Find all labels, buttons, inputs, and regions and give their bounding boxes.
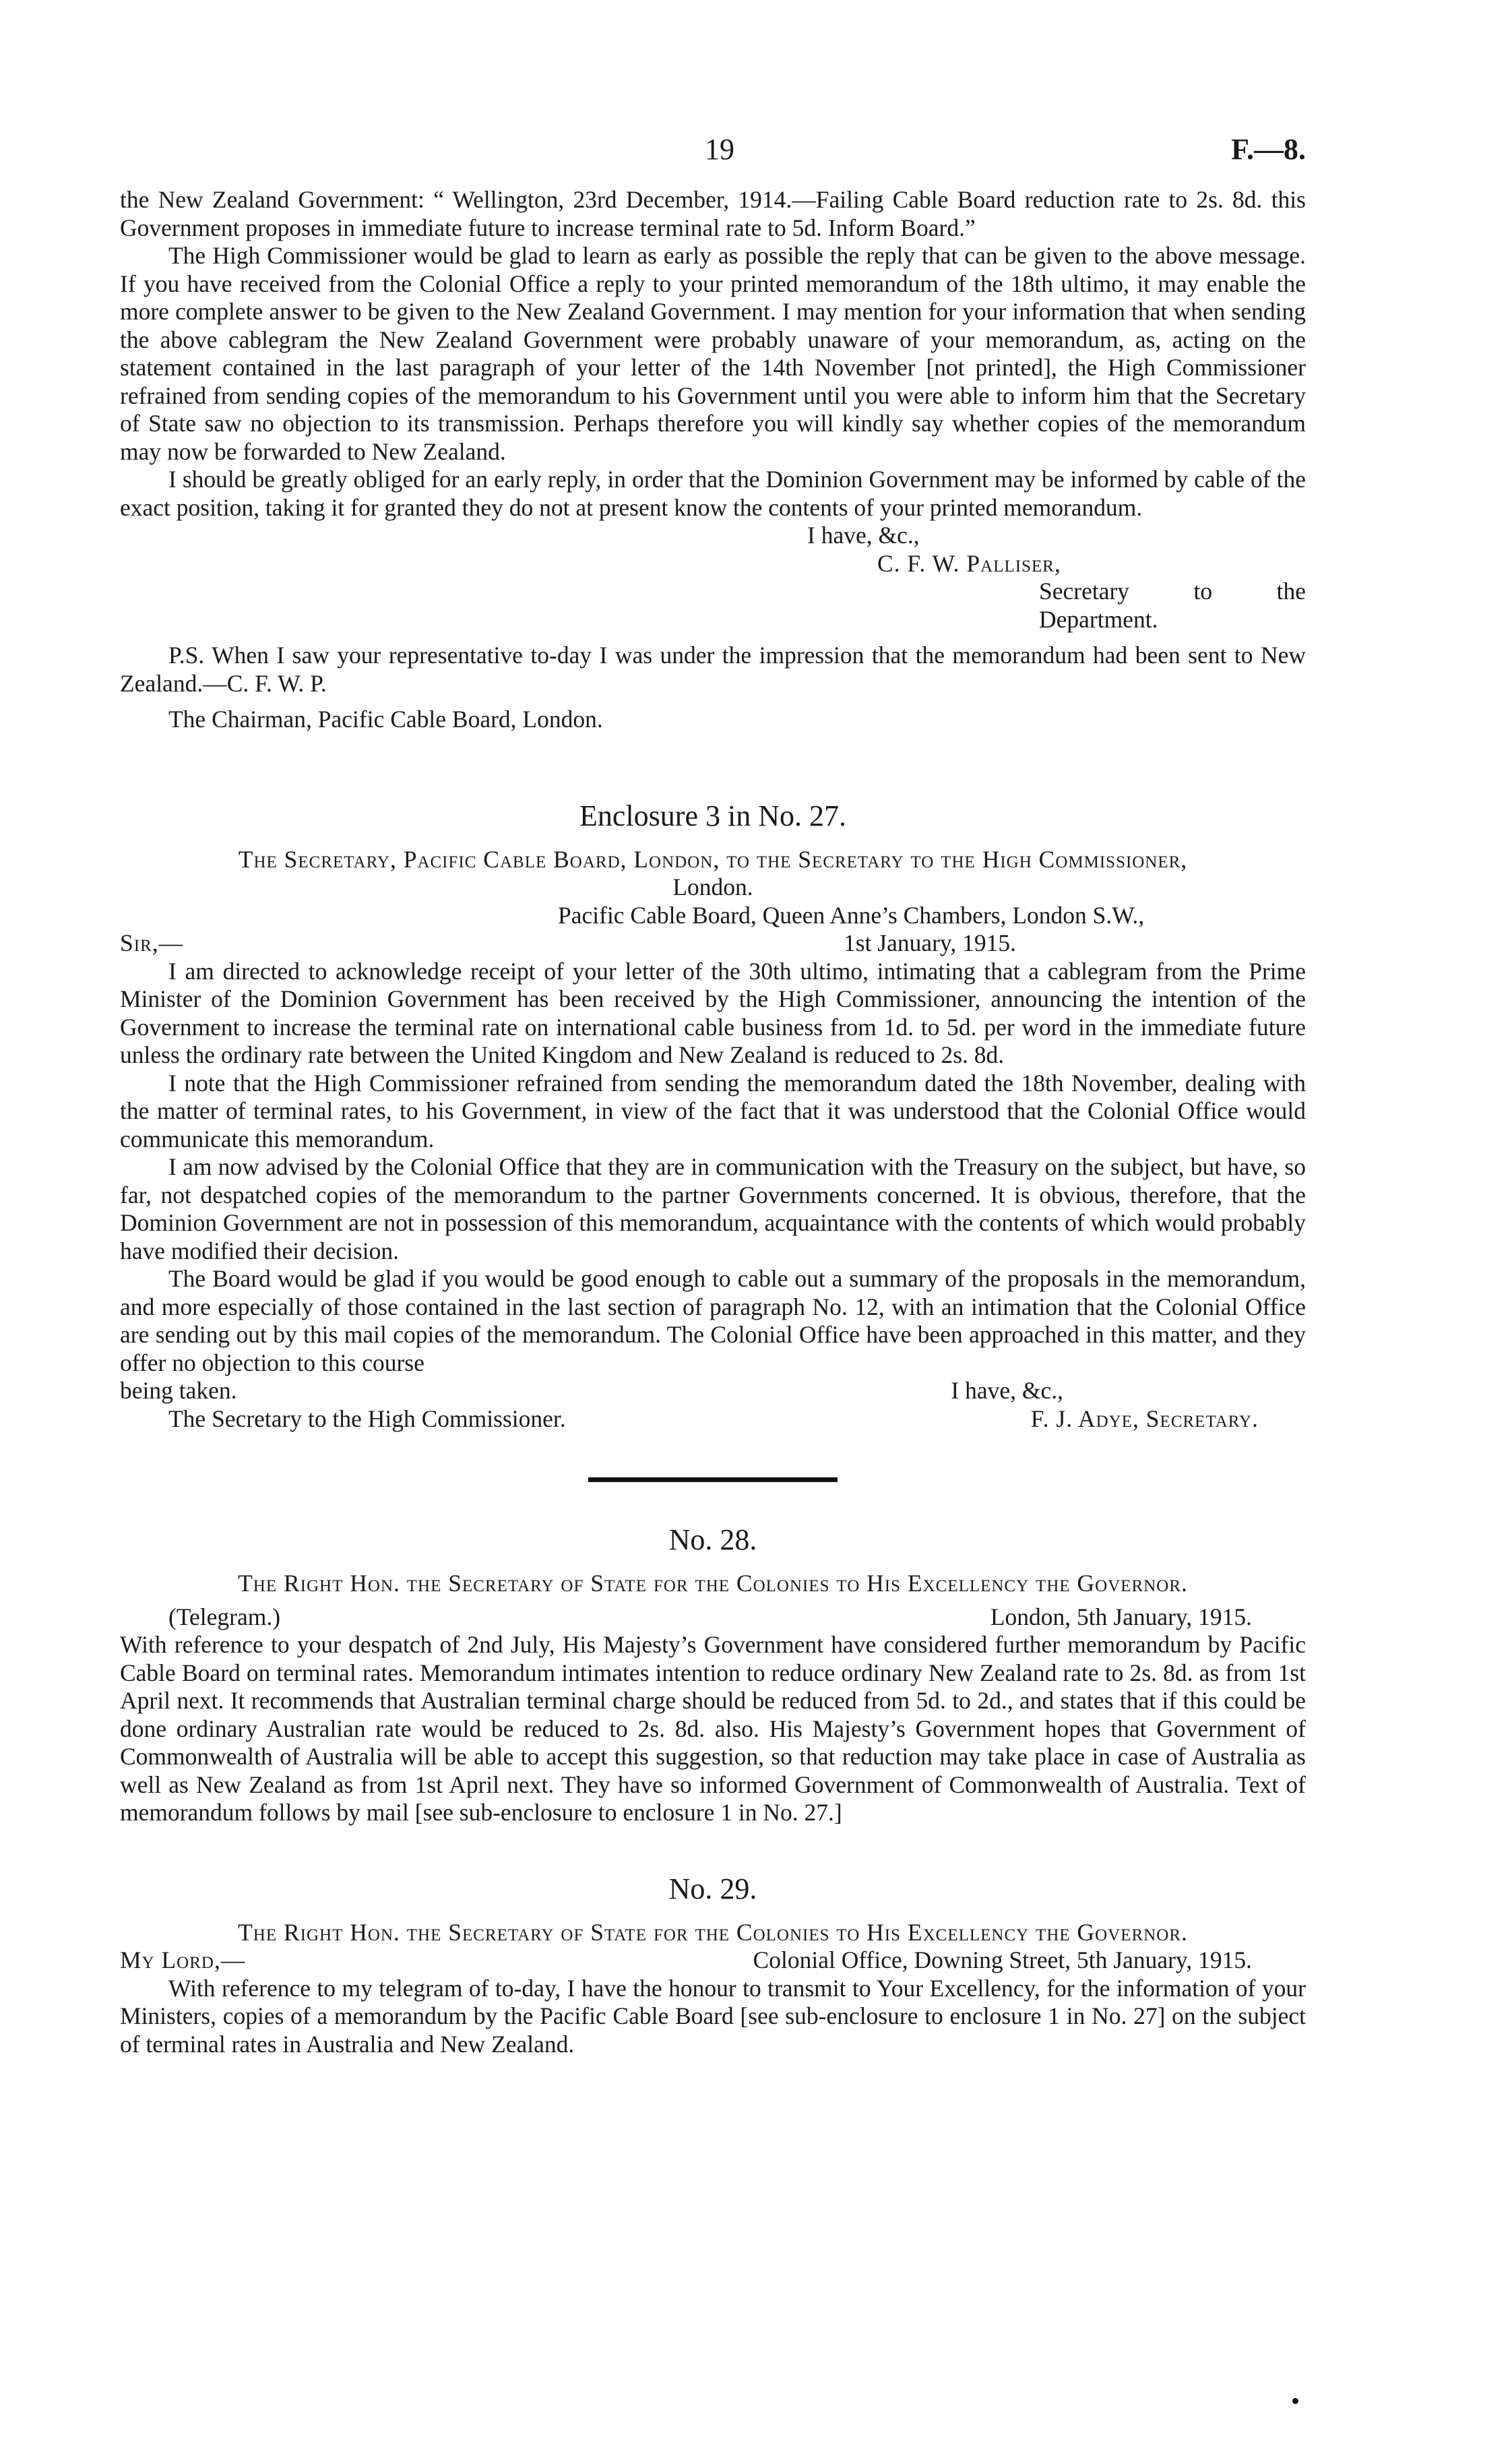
from-to-line: The Right Hon. the Secretary of State for the Colonies to His Excellency the Governor. xyxy=(238,1918,1188,1946)
paragraph: I am now advised by the Colonial Office that they are in communication with the Treasury on the subject, but have, so far, not despatched copies of the memorandum to the partner Governments concerned. It is obvious, therefore, that the Dominion Government are not in possession of this memorandum, acquaintance with the contents of which would probably have modified their decision. xyxy=(120,1153,1306,1264)
print-speck xyxy=(1292,2398,1298,2404)
salutation: My Lord,— xyxy=(120,1946,246,1973)
document-no-28 xyxy=(120,1523,1306,1827)
salutation: Sir,— xyxy=(120,929,184,956)
paragraph: I am directed to acknowledge receipt of your letter of the 30th ultimo, intimating that a cablegram from the Prime Minister of the Dominion Government has been received by the High Commissioner, announcing the intention of the Government to increase the terminal rate on international cable business from 1d. to 5d. per word in the immediate future unless the ordinary rate between the United Kingdom and New Zealand is reduced to 2s. 8d. xyxy=(120,957,1306,1068)
letter-continuation xyxy=(120,186,1306,734)
document-no-29 xyxy=(120,1872,1306,2059)
telegram-date-row xyxy=(120,1603,1306,1632)
salutation-address-row xyxy=(120,1946,1306,1975)
closing: I have, &c., xyxy=(951,1377,1063,1404)
paragraph: The Board would be glad if you would be good enough to cable out a summary of the proposals in the memorandum, and more especially of those contained in the last section of paragraph No. 12, with an intimation that the Colonial Office are sending out by this mail copies of the memorandum. The Colonial Office have been approached in this matter, and they offer no objection to this course xyxy=(120,1265,1306,1376)
letter-address: Pacific Cable Board, Queen Anne’s Chambers, London S.W., xyxy=(558,901,1145,929)
paragraph: I note that the High Commissioner refrained from sending the memorandum dated the 18th November, dealing with the matter of terminal rates, to his Government, in view of the fact that it was understood that the Colonial Office would communicate this memorandum. xyxy=(120,1069,1306,1152)
paragraph: I should be greatly obliged for an early reply, in order that the Dominion Government may be informed by cable of the exact position, taking it for granted they do not at present know the contents of your printed memorandum. xyxy=(120,466,1306,521)
from-to-line: The Right Hon. the Secretary of State for the Colonies to His Excellency the Governor. xyxy=(238,1570,1188,1597)
section-heading: No. 28. xyxy=(668,1523,757,1556)
paragraph: The High Commissioner would be glad to learn as early as possible the reply that can be given to the above message. If you have received from the Colonial Office a reply to your printed memorandum of the 18th ultimo, it may enable the more complete answer to be given to the New Zealand Government. I may mention for your information that when sending the above cablegram the New Zealand Government were probably unaware of your memorandum, as, acting on the statement contained in the last paragraph of your letter of the 14th November [not printed], the High Commissioner refrained from sending copies of the memorandum to his Government until you were able to inform him that the Secretary of State saw no objection to its transmission. Perhaps therefore you will kindly say whether copies of the memorandum may now be forwarded to New Zealand. xyxy=(120,242,1306,465)
salutation-date-row xyxy=(120,929,1306,958)
paragraph: the New Zealand Government: “ Wellington, 23rd December, 1914.—Failing Cable Board reduction rate to 2s. 8d. this Government proposes in immediate future to increase terminal rate to 5d. Inform Board.” xyxy=(120,186,1306,241)
closing: I have, &c., xyxy=(807,522,920,549)
document-code: F.—8. xyxy=(1231,133,1306,166)
signer: F. J. Adye, Secretary. xyxy=(1030,1405,1259,1432)
signature-row xyxy=(120,1405,1306,1434)
document-page xyxy=(120,132,1306,2058)
postscript: P.S. When I saw your representative to-day I was under the impression that the memorandum had been sent to New Zealand.—C. F. W. P. xyxy=(120,642,1306,697)
addressee: The Chairman, Pacific Cable Board, London. xyxy=(168,706,603,733)
recipient: The Secretary to the High Commissioner. xyxy=(168,1405,566,1432)
section-heading: Enclosure 3 in No. 27. xyxy=(579,799,846,832)
telegram-label: (Telegram.) xyxy=(168,1603,281,1630)
section-heading: No. 29. xyxy=(668,1872,757,1905)
signer-name: C. F. W. Palliser, xyxy=(877,549,1061,577)
letter-address: Colonial Office, Downing Street, 5th January, 1915. xyxy=(753,1946,1252,1973)
telegram-date: London, 5th January, 1915. xyxy=(990,1603,1252,1630)
from-to-line-2: London. xyxy=(672,873,753,900)
signer-title: Secretary to the Department. xyxy=(1039,578,1306,633)
letter-date: 1st January, 1915. xyxy=(843,929,1016,956)
page-header xyxy=(120,132,1306,186)
enclosure-3 xyxy=(120,799,1306,1434)
telegram-body: With reference to your despatch of 2nd July, His Majesty’s Government have considered further memorandum by Pacific Cable Board on terminal rates. Memorandum intimates intention to reduce ordinary New Zealand rate to 2s. 8d. as from 1st April next. It recommends that Australian terminal charge should be reduced from 5d. to 2d., and states that if this could be done ordinary Australian rate would be reduced to 2s. 8d. also. His Majesty’s Government hopes that Government of Commonwealth of Australia will be able to accept this suggestion, so that reduction may take place in case of Australia as well as New Zealand as from 1st April next. They have so informed Government of Commonwealth of Australia. Text of memorandum follows by mail [see sub-enclosure to enclosure 1 in No. 27.] xyxy=(120,1631,1306,1826)
section-divider xyxy=(588,1477,838,1482)
from-to-line: The Secretary, Pacific Cable Board, London, to the Secretary to the High Commissioner, xyxy=(238,845,1188,873)
paragraph-end: being taken. xyxy=(120,1377,237,1404)
closing-row xyxy=(120,1377,1306,1405)
letter-body: With reference to my telegram of to-day, I have the honour to transmit to Your Excellency, for the information of your Ministers, copies of a memorandum by the Pacific Cable Board [see sub-enclosure to enclosure 1 in No. 27] on the subject of terminal rates in Australia and New Zealand. xyxy=(120,1974,1306,2058)
page-number: 19 xyxy=(705,133,734,166)
